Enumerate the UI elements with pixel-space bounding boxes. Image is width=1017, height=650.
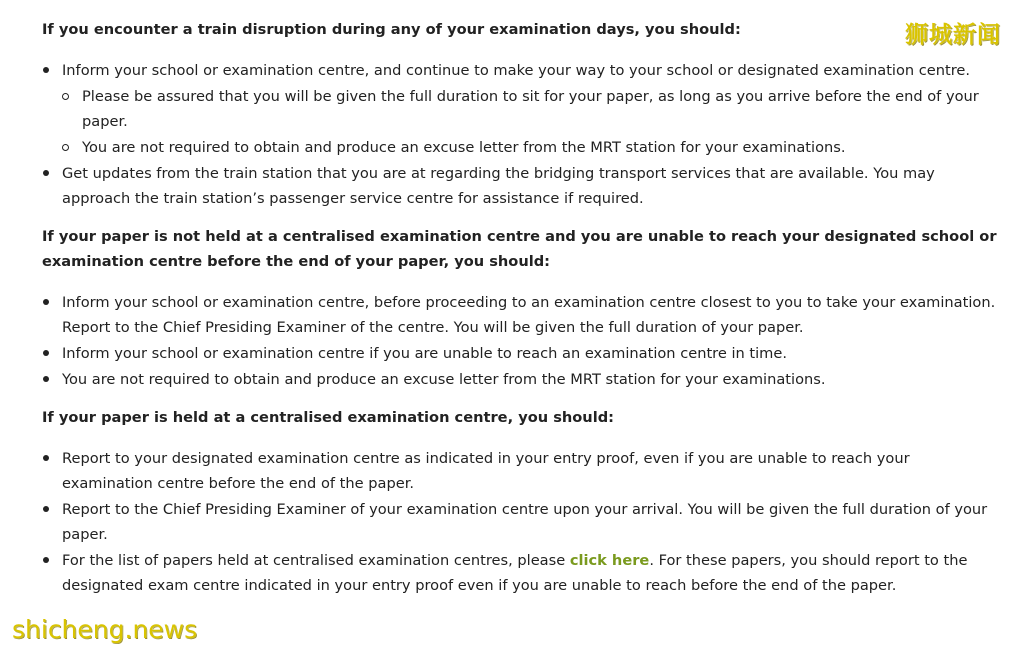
link-item-before: For the list of papers held at centralised examination centres, please	[62, 552, 570, 569]
list-item-with-link	[42, 548, 1002, 598]
link-item-after: . For these papers, you should report to the designated exam centre indicated in your entry proof even if you are unable to reach before the end of the paper.	[62, 552, 968, 594]
watermark-logo-top: 狮城新闻	[905, 22, 1001, 48]
list-item: Get updates from the train station that you are at regarding the bridging transport services that are available. You may approach the train station’s passenger service centre for assistance if required.	[42, 161, 1002, 211]
click-here-link[interactable]: click here	[569, 552, 650, 569]
section-heading-not-centralised: If your paper is not held at a centralised examination centre and you are unable to reach your designated school or examination centre before the end of your paper, you should:	[42, 228, 997, 270]
list-train-disruption	[42, 58, 1002, 211]
list-not-centralised	[42, 290, 1002, 392]
list-item: Report to your designated examination centre as indicated in your entry proof, even if you are unable to reach your examination centre before the end of the paper.	[42, 446, 1002, 496]
sub-list-item: You are not required to obtain and produce an excuse letter from the MRT station for your examinations.	[62, 135, 1002, 160]
sub-list-wrapper	[62, 84, 1002, 160]
list-item: You are not required to obtain and produce an excuse letter from the MRT station for your examinations.	[42, 367, 1002, 392]
list-item: Inform your school or examination centre if you are unable to reach an examination centre in time.	[42, 341, 1002, 366]
section-heading-centralised: If your paper is held at a centralised examination centre, you should:	[42, 409, 614, 426]
section-heading-train-disruption: If you encounter a train disruption during any of your examination days, you should:	[42, 21, 741, 38]
list-item	[42, 58, 1002, 83]
list-item: Inform your school or examination centre, before proceeding to an examination centre closest to you to take your examination. Report to the Chief Presiding Examiner of the centre. You will be given the full duration of your paper.	[42, 290, 1002, 340]
sub-list	[62, 84, 1002, 160]
list-centralised	[42, 446, 1002, 598]
sub-list-item: Please be assured that you will be given the full duration to sit for your paper, as long as you arrive before the end of your paper.	[62, 84, 1002, 134]
article-content	[42, 17, 1002, 599]
list-item-text: Inform your school or examination centre, and continue to make your way to your school or designated examination centre.	[62, 62, 971, 79]
list-item: Report to the Chief Presiding Examiner of your examination centre upon your arrival. You will be given the full duration of your paper.	[42, 497, 1002, 547]
watermark-logo-bottom: shicheng.news	[12, 615, 198, 644]
